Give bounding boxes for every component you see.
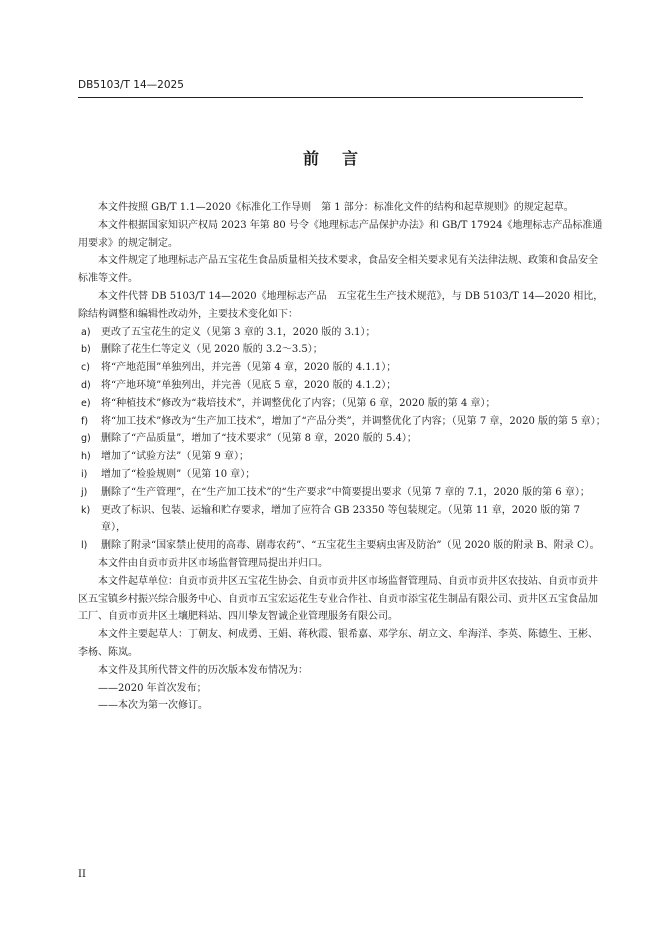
title-char-2: 言 <box>342 149 360 168</box>
item-text: 删除了花生仁等定义（见 2020 版的 3.2～3.5）； <box>101 344 323 356</box>
history-entry: ——本次为第一次修订。 <box>98 700 208 712</box>
document-body <box>78 199 606 715</box>
item-label: e) <box>81 397 91 409</box>
item-label: f) <box>81 415 89 427</box>
change-item <box>78 324 606 342</box>
item-text: 将“种植技术”修改为“栽培技术”，并调整优化了内容；（见第 6 章，2020 版的第 4 章）； <box>101 397 496 409</box>
paragraph-legal-basis: 本文件根据国家知识产权局 2023 年第 80 号令《地理标志产品保护办法》和 GB/T 17924《地理标志产品标准通用要求》的规定制定。 <box>78 219 603 249</box>
item-label: c) <box>81 362 90 374</box>
item-label: g) <box>81 433 91 445</box>
item-text: 更改了标识、包装、运输和贮存要求，增加了应符合 GB 23350 等包装规定。（见第 11 章，2020 版的第 7 章）， <box>101 504 580 534</box>
item-label: h) <box>81 451 91 463</box>
title-char-1: 前 <box>302 149 320 168</box>
change-item <box>78 448 606 466</box>
change-item <box>78 395 606 413</box>
change-item <box>78 377 606 395</box>
item-label: k) <box>81 504 91 516</box>
page-number: II <box>78 869 86 880</box>
change-item <box>78 430 606 448</box>
paragraph-scope: 本文件规定了地理标志产品五宝花生食品质量相关技术要求，食品安全相关要求见有关法律法规、政策和食品安全标准等文件。 <box>78 255 598 285</box>
page-title <box>0 146 662 169</box>
history-entry: ——2020 年首次发布； <box>98 682 207 694</box>
change-item <box>78 341 606 359</box>
change-item <box>78 413 606 431</box>
change-item <box>78 502 606 538</box>
item-text: 增加了“检验规则”（见第 10 章）； <box>101 468 256 480</box>
paragraph-drafting-basis: 本文件按照 GB/T 1.1—2020《标准化工作导则 第 1 部分：标准化文件的结构和起草规则》的规定起草。 <box>98 202 574 213</box>
item-text: 增加了“试验方法”（见第 9 章）； <box>101 451 249 463</box>
paragraph-proposer: 本文件由自贡市贡井区市场监督管理局提出并归口。 <box>98 557 328 569</box>
change-item <box>78 484 606 502</box>
item-label: j) <box>81 486 88 498</box>
paragraph-drafters: 本文件主要起草人：丁朝友、柯成勇、王娟、蒋秋霞、银希嘉、邓学东、胡立文、牟海洋、李英、陈德生、王彬、李杨、陈岚。 <box>78 629 598 658</box>
item-text: 更改了五宝花生的定义（见第 3 章的 3.1，2020 版的 3.1）； <box>101 326 376 338</box>
item-label: i) <box>81 468 88 480</box>
item-label: b) <box>81 344 91 356</box>
change-item <box>78 359 606 377</box>
document-id: DB5103/T 14—2025 <box>78 79 184 91</box>
item-label: l) <box>81 540 88 552</box>
item-label: d) <box>81 379 91 391</box>
change-item <box>78 466 606 484</box>
paragraph-drafting-units: 本文件起草单位：自贡市贡井区五宝花生协会、自贡市贡井区市场监督管理局、自贡市贡井区农技站、自贡市贡井区五宝镇乡村振兴综合服务中心、自贡市五宝宏运花生专业合作社、自贡市添宝花生制品有限公司、贡井区五宝食品加工厂、自贡市贡井区土壤肥料站、四川挚友智诚企业管理服务有限公司。 <box>78 575 598 623</box>
item-text: 将“加工技术”修改为“生产加工技术”，增加了“产品分类”，并调整优化了内容；（见第 7 章，2020 版的第 5 章）； <box>101 415 606 427</box>
item-text: 删除了“生产管理”，在“生产加工技术”的“生产要求”中简要提出要求（见第 7 章的 7.1，2020 版的第 6 章）； <box>101 486 590 498</box>
paragraph-history-intro: 本文件及其所代替文件的历次版本发布情况为： <box>98 664 308 676</box>
item-label: a) <box>81 326 91 338</box>
item-text: 删除了“产品质量”，增加了“技术要求”（见第 8 章，2020 版的 5.4）； <box>101 433 417 445</box>
paragraph-replacement: 本文件代替 DB 5103/T 14—2020《地理标志产品 五宝花生生产技术规范》，与 DB 5103/T 14—2020 相比，除结构调整和编辑性改动外，主要技术变化如下： <box>78 290 604 320</box>
header-rule <box>78 97 583 98</box>
change-item <box>78 537 606 555</box>
item-text: 将“产地范围”单独列出，并完善（见第 4 章，2020 版的 4.1.1）； <box>101 362 397 374</box>
item-text: 将“产地环境”单独列出，并完善（见底 5 章，2020 版的 4.1.2）； <box>101 379 397 391</box>
item-text: 删除了附录“国家禁止使用的高毒、剧毒农药”、“五宝花生主要病虫害及防治”（见 2020 版的附录 B、附录 C）。 <box>101 540 600 552</box>
